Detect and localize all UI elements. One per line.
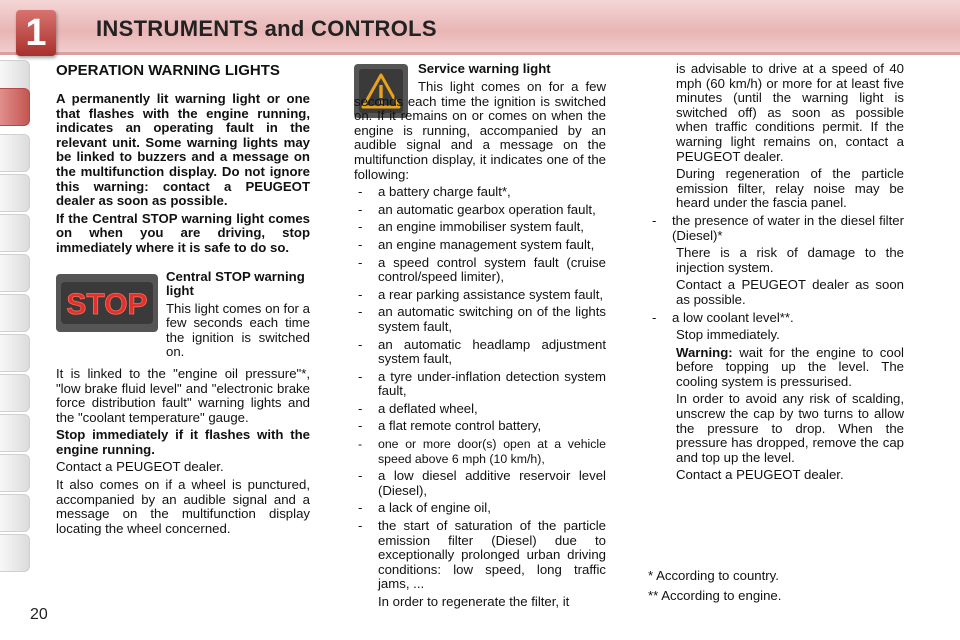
list-item: - a rear parking assistance system fault, bbox=[354, 288, 606, 303]
header-divider bbox=[0, 52, 960, 55]
list-item: - one or more door(s) open at a vehicle speed above 6 mph (10 km/h), bbox=[354, 437, 606, 466]
extra-fault-list bbox=[648, 214, 904, 243]
list-item: - a deflated wheel, bbox=[354, 402, 606, 417]
list-item: - a tyre under-inflation detection system fault, bbox=[354, 370, 606, 399]
stop-light-text: This light comes on for a few seconds each time the ignition is switched on. bbox=[166, 300, 310, 360]
list-item: - an automatic switching on of the lights system fault, bbox=[354, 305, 606, 334]
chapter-side-tabs bbox=[0, 60, 32, 580]
final-contact-text: Contact a PEUGEOT dealer. bbox=[676, 467, 844, 483]
list-item: - an engine immobiliser system fault, bbox=[354, 220, 606, 235]
regenerate-text: In order to regenerate the filter, it bbox=[378, 594, 570, 609]
column-middle bbox=[354, 62, 606, 613]
regeneration-noise-text: During regeneration of the particle emission filter, relay noise may be heard under the fascia panel. bbox=[676, 166, 904, 211]
section-title: OPERATION WARNING LIGHTS bbox=[56, 62, 280, 79]
coolant-fault-list bbox=[648, 311, 904, 326]
side-tab bbox=[0, 134, 30, 172]
list-item: - an engine management system fault, bbox=[354, 238, 606, 253]
list-item: - a lack of engine oil, bbox=[354, 501, 606, 516]
side-tab bbox=[0, 334, 30, 372]
side-tab bbox=[0, 254, 30, 292]
side-tab bbox=[0, 414, 30, 452]
page-title: INSTRUMENTS and CONTROLS bbox=[96, 16, 437, 41]
list-item: - a battery charge fault*, bbox=[354, 185, 606, 200]
column-right bbox=[648, 62, 904, 486]
side-tab bbox=[0, 494, 30, 532]
list-item: - a low coolant level**. bbox=[648, 311, 904, 326]
list-item: - an automatic gearbox operation fault, bbox=[354, 203, 606, 218]
contact-dealer-text: Contact a PEUGEOT dealer. bbox=[56, 459, 224, 475]
side-tab bbox=[0, 374, 30, 412]
central-stop-block bbox=[56, 270, 310, 363]
stop-light-title: Central STOP warning light bbox=[166, 268, 305, 298]
side-tab-active bbox=[0, 88, 30, 126]
list-item: - a speed control system fault (cruise control/speed limiter), bbox=[354, 256, 606, 285]
side-tab bbox=[0, 214, 30, 252]
water-risk-text: There is a risk of damage to the injection system. bbox=[676, 245, 904, 275]
side-tab bbox=[0, 174, 30, 212]
list-item: - a flat remote control battery, bbox=[354, 419, 606, 434]
list-item: - an automatic headlamp adjustment system fault, bbox=[354, 338, 606, 367]
filter-continued-text: is advisable to drive at a speed of 40 mph (60 km/h) or more for at least five minutes (until the warning light is switched off) as soon as possible when traffic conditions permit. If the warning light remains on, contact a PEUGEOT dealer. bbox=[676, 61, 904, 164]
service-light-text: This light comes on for a few seconds each time the ignition is switched on. If it remains on or comes on when the engine is running, accompanied by an audible signal and a message on the multifunction display, it indicates one of the following: bbox=[354, 79, 606, 182]
warning-label: Warning: bbox=[676, 344, 733, 360]
scald-text: In order to avoid any risk of scalding, unscrew the cap by two turns to allow the pressure to drop. When the pressure has dropped, remove the cap and top up the level. bbox=[676, 391, 904, 465]
puncture-text: It also comes on if a wheel is punctured, accompanied by an audible signal and a message on the multifunction display locating the wheel concerned. bbox=[56, 477, 310, 536]
footnotes bbox=[648, 566, 908, 606]
intro-warning: A permanently lit warning light or one that flashes with the engine running, indicates an operating fault in the relevant unit. Some warning lights may be linked to buzzers and a message on the multifunction display. Do not ignore this warning: contact a PEUGEOT dealer as soon as possible. bbox=[56, 91, 310, 209]
list-item: - a low diesel additive reservoir level (Diesel), bbox=[354, 469, 606, 498]
page-number: 20 bbox=[30, 606, 48, 623]
linked-text: It is linked to the "engine oil pressure"*, "low brake fluid level" and "electronic brake force distribution fault" warning lights and the "coolant temperature" gauge. bbox=[56, 365, 310, 425]
side-tab bbox=[0, 454, 30, 492]
stop-warning: If the Central STOP warning light comes on when you are driving, stop immediately where it is safe to do so. bbox=[56, 210, 310, 255]
coolant-stop-text: Stop immediately. bbox=[676, 327, 780, 343]
water-contact-text: Contact a PEUGEOT dealer as soon as possible. bbox=[676, 277, 904, 307]
side-tab bbox=[0, 534, 30, 572]
footnote-country: * According to country. bbox=[648, 568, 779, 583]
warning-text: wait for the engine to cool before topping up the level. The cooling system is pressurised. bbox=[676, 344, 904, 389]
side-tab bbox=[0, 294, 30, 332]
stop-flash-warning: Stop immediately if it flashes with the engine running. bbox=[56, 427, 310, 457]
column-left bbox=[56, 62, 310, 539]
chapter-number-tab: 1 bbox=[16, 10, 56, 56]
footnote-engine: ** According to engine. bbox=[648, 588, 782, 603]
list-item: - the start of saturation of the particle emission filter (Diesel) due to exceptionally prolonged urban driving conditions: low speed, long traffic jams, ... bbox=[354, 519, 606, 592]
list-item: - the presence of water in the diesel filter (Diesel)* bbox=[648, 214, 904, 243]
fault-list bbox=[354, 185, 606, 592]
coolant-warning bbox=[648, 346, 904, 390]
stop-icon-label: STOP bbox=[66, 287, 148, 321]
stop-warning-icon bbox=[56, 274, 158, 332]
service-light-title: Service warning light bbox=[418, 61, 551, 76]
